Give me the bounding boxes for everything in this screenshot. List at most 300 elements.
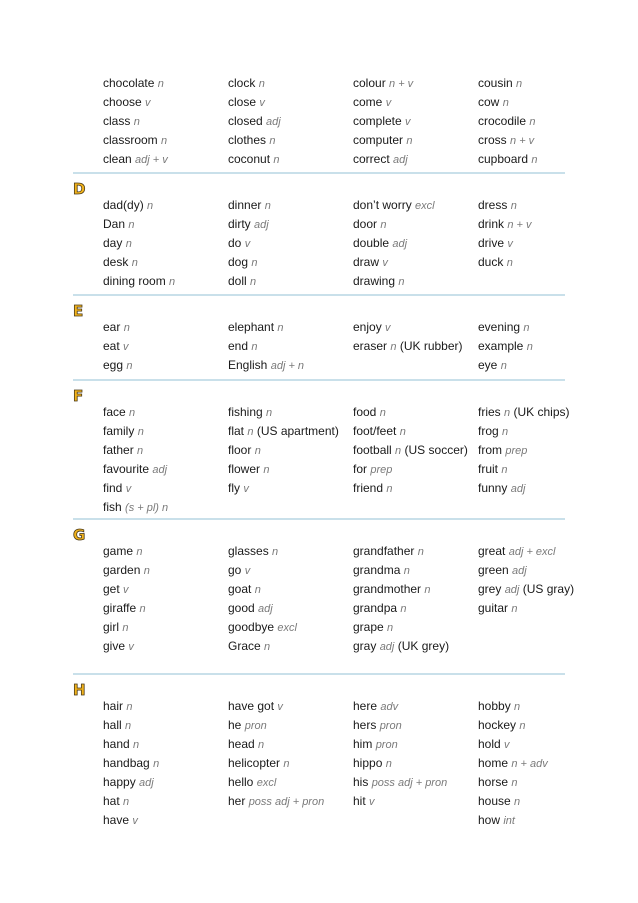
word-entry [103, 718, 221, 733]
word-entry [103, 500, 221, 515]
part-of-speech: n [514, 796, 521, 808]
word-entry [478, 582, 596, 597]
headword: complete [353, 114, 402, 128]
part-of-speech: n [254, 584, 261, 596]
word-entry [478, 481, 596, 496]
part-of-speech: n [153, 758, 160, 770]
part-of-speech: n [143, 565, 150, 577]
part-of-speech: v [125, 483, 132, 495]
headword: example [478, 339, 524, 353]
headword: grey [478, 582, 502, 596]
section-divider [73, 379, 565, 381]
part-of-speech: n [133, 116, 140, 128]
headword: goat [228, 582, 252, 596]
word-entry [478, 236, 596, 251]
headword: classroom [103, 133, 158, 147]
headword: cow [478, 95, 500, 109]
headword: colour [353, 76, 386, 90]
part-of-speech: n [133, 739, 140, 751]
headword: computer [353, 133, 404, 147]
word-entry [103, 198, 221, 213]
part-of-speech: n [269, 135, 276, 147]
headword: find [103, 481, 123, 495]
word-entry [103, 443, 221, 458]
word-entry [228, 443, 346, 458]
part-of-speech: n [126, 360, 133, 372]
headword: girl [103, 620, 120, 634]
headword: don’t worry [353, 198, 412, 212]
headword: give [103, 639, 126, 653]
word-entry [353, 424, 471, 439]
part-of-speech: n [501, 464, 508, 476]
word-entry [478, 217, 596, 232]
word-entry [353, 255, 471, 270]
word-entry [103, 794, 221, 809]
headword: get [103, 582, 120, 596]
headword: fly [228, 481, 240, 495]
headword: fishing [228, 405, 263, 419]
headword: eraser [353, 339, 388, 353]
variant-note: (UK chips) [513, 405, 570, 419]
headword: door [353, 217, 378, 231]
variant-note: (UK rubber) [399, 339, 463, 353]
part-of-speech: n [417, 546, 424, 558]
word-entry [228, 133, 346, 148]
headword: foot/feet [353, 424, 397, 438]
column [353, 76, 471, 171]
variant-note: (US soccer) [404, 443, 468, 457]
part-of-speech: n [502, 426, 509, 438]
headword: eat [103, 339, 120, 353]
part-of-speech: n [424, 584, 431, 596]
headword: his [353, 775, 369, 789]
part-of-speech: v [244, 238, 251, 250]
part-of-speech: n [139, 603, 146, 615]
part-of-speech: n + v [510, 135, 535, 147]
headword: happy [103, 775, 136, 789]
column [228, 76, 346, 171]
column [228, 198, 346, 293]
word-entry [353, 320, 471, 335]
part-of-speech: n [500, 360, 507, 372]
part-of-speech: n + adv [511, 758, 548, 770]
part-of-speech: n [277, 322, 284, 334]
word-entry [228, 462, 346, 477]
word-entry [103, 699, 221, 714]
part-of-speech: v [123, 584, 129, 596]
word-entry [478, 95, 596, 110]
headword: for [353, 462, 368, 476]
word-entry [353, 699, 471, 714]
headword: dining room [103, 274, 166, 288]
variant-note: (US apartment) [256, 424, 339, 438]
word-entry [478, 718, 596, 733]
word-entry [228, 563, 346, 578]
column [478, 320, 596, 377]
part-of-speech: adj [152, 464, 168, 476]
part-of-speech: n [137, 445, 144, 457]
column [103, 76, 221, 171]
word-entry [228, 217, 346, 232]
section-divider [73, 294, 565, 296]
word-entry [353, 443, 471, 458]
part-of-speech: n [395, 445, 402, 457]
part-of-speech: n [251, 341, 258, 353]
section-divider [73, 518, 565, 520]
column [228, 405, 346, 500]
word-entry [353, 756, 471, 771]
word-entry [478, 152, 596, 167]
headword: hat [103, 794, 120, 808]
headword: Dan [103, 217, 126, 231]
headword: cousin [478, 76, 513, 90]
word-entry [103, 756, 221, 771]
headword: floor [228, 443, 252, 457]
part-of-speech: v [504, 739, 510, 751]
part-of-speech: excl [415, 200, 435, 212]
part-of-speech: (s + pl) n [125, 502, 169, 514]
word-entry [353, 794, 471, 809]
part-of-speech: int [503, 815, 515, 827]
headword: dinner [228, 198, 262, 212]
part-of-speech: n [406, 135, 413, 147]
headword: game [103, 544, 134, 558]
word-entry [353, 114, 471, 129]
word-entry [353, 133, 471, 148]
part-of-speech: pron [379, 720, 402, 732]
word-entry [478, 544, 596, 559]
word-entry [103, 133, 221, 148]
part-of-speech: n [506, 257, 513, 269]
headword: him [353, 737, 373, 751]
part-of-speech: n [385, 758, 392, 770]
headword: come [353, 95, 383, 109]
headword: eye [478, 358, 498, 372]
word-entry [228, 544, 346, 559]
part-of-speech: n [380, 219, 387, 231]
headword: house [478, 794, 511, 808]
word-entry [228, 76, 346, 91]
headword: face [103, 405, 126, 419]
column [353, 405, 471, 500]
word-entry [228, 582, 346, 597]
headword: grandma [353, 563, 401, 577]
part-of-speech: poss adj + pron [371, 777, 448, 789]
section-divider [73, 172, 565, 174]
word-entry [228, 320, 346, 335]
headword: grape [353, 620, 384, 634]
word-entry [353, 274, 471, 289]
headword: funny [478, 481, 508, 495]
word-entry [353, 152, 471, 167]
part-of-speech: v [145, 97, 151, 109]
word-entry [228, 152, 346, 167]
column [353, 320, 471, 358]
part-of-speech: n [254, 445, 261, 457]
part-of-speech: n [169, 276, 176, 288]
headword: grandmother [353, 582, 422, 596]
part-of-speech: n [266, 407, 273, 419]
word-entry [353, 217, 471, 232]
part-of-speech: adj + n [270, 360, 305, 372]
headword: favourite [103, 462, 150, 476]
headword: clock [228, 76, 256, 90]
headword: horse [478, 775, 509, 789]
variant-note: (UK grey) [397, 639, 450, 653]
part-of-speech: n [264, 641, 271, 653]
word-entry [228, 236, 346, 251]
word-entry [228, 339, 346, 354]
part-of-speech: v [277, 701, 283, 713]
part-of-speech: pron [244, 720, 267, 732]
headword: hello [228, 775, 254, 789]
word-entry [103, 236, 221, 251]
word-entry [353, 737, 471, 752]
part-of-speech: n [511, 603, 518, 615]
section-letter: F [73, 387, 84, 405]
word-entry [103, 601, 221, 616]
headword: friend [353, 481, 384, 495]
column [353, 544, 471, 658]
part-of-speech: prep [370, 464, 393, 476]
part-of-speech: n [125, 720, 132, 732]
word-entry [103, 481, 221, 496]
headword: drawing [353, 274, 396, 288]
headword: fruit [478, 462, 499, 476]
section-letter: E [73, 302, 84, 320]
headword: chocolate [103, 76, 155, 90]
headword: cross [478, 133, 507, 147]
headword: head [228, 737, 255, 751]
part-of-speech: n [399, 426, 406, 438]
word-entry [478, 563, 596, 578]
part-of-speech: n [504, 407, 511, 419]
word-entry [478, 601, 596, 616]
part-of-speech: poss adj + pron [248, 796, 325, 808]
word-entry [228, 114, 346, 129]
headword: family [103, 424, 135, 438]
part-of-speech: n [157, 78, 164, 90]
word-entry [353, 95, 471, 110]
headword: dirty [228, 217, 251, 231]
part-of-speech: n [123, 796, 130, 808]
part-of-speech: n [514, 701, 521, 713]
word-entry [478, 737, 596, 752]
headword: desk [103, 255, 129, 269]
part-of-speech: n [126, 701, 133, 713]
headword: giraffe [103, 601, 137, 615]
headword: home [478, 756, 509, 770]
word-entry [103, 737, 221, 752]
headword: hippo [353, 756, 383, 770]
headword: helicopter [228, 756, 281, 770]
word-entry [478, 756, 596, 771]
word-entry [478, 424, 596, 439]
headword: clean [103, 152, 132, 166]
part-of-speech: n [264, 200, 271, 212]
word-entry [478, 699, 596, 714]
headword: flower [228, 462, 261, 476]
headword: cupboard [478, 152, 529, 166]
part-of-speech: n + v [507, 219, 532, 231]
word-entry [228, 358, 346, 373]
word-entry [353, 582, 471, 597]
headword: class [103, 114, 131, 128]
word-entry [228, 620, 346, 635]
part-of-speech: n [519, 720, 526, 732]
word-entry [478, 775, 596, 790]
word-entry [103, 544, 221, 559]
column [353, 198, 471, 293]
part-of-speech: n [123, 322, 130, 334]
part-of-speech: n [251, 257, 258, 269]
part-of-speech: n [390, 341, 397, 353]
headword: hair [103, 699, 124, 713]
word-entry [228, 95, 346, 110]
part-of-speech: n [247, 426, 254, 438]
headword: here [353, 699, 378, 713]
word-entry [103, 76, 221, 91]
headword: gray [353, 639, 377, 653]
headword: hall [103, 718, 122, 732]
word-entry [103, 358, 221, 373]
word-entry [103, 639, 221, 654]
headword: coconut [228, 152, 271, 166]
part-of-speech: v [128, 641, 134, 653]
column [103, 544, 221, 658]
headword: handbag [103, 756, 150, 770]
column [103, 320, 221, 377]
part-of-speech: n [272, 546, 279, 558]
headword: glasses [228, 544, 269, 558]
word-entry [228, 601, 346, 616]
word-entry [478, 114, 596, 129]
part-of-speech: adj [504, 584, 520, 596]
part-of-speech: v [369, 796, 375, 808]
part-of-speech: n [523, 322, 530, 334]
word-entry [353, 718, 471, 733]
part-of-speech: n [128, 219, 135, 231]
part-of-speech: adj [510, 483, 526, 495]
part-of-speech: prep [505, 445, 528, 457]
headword: dog [228, 255, 249, 269]
part-of-speech: n [250, 276, 257, 288]
word-entry [228, 737, 346, 752]
headword: evening [478, 320, 521, 334]
word-entry [228, 274, 346, 289]
headword: ear [103, 320, 121, 334]
part-of-speech: n [147, 200, 154, 212]
part-of-speech: v [132, 815, 138, 827]
headword: garden [103, 563, 141, 577]
word-entry [353, 639, 471, 654]
word-entry [478, 794, 596, 809]
word-entry [103, 582, 221, 597]
headword: elephant [228, 320, 275, 334]
headword: father [103, 443, 134, 457]
word-entry [353, 339, 471, 354]
word-entry [478, 462, 596, 477]
word-entry [478, 255, 596, 270]
headword: doll [228, 274, 247, 288]
part-of-speech: n [283, 758, 290, 770]
word-entry [353, 481, 471, 496]
word-entry [103, 405, 221, 420]
word-entry [228, 699, 346, 714]
column [103, 405, 221, 519]
part-of-speech: adj [139, 777, 154, 789]
part-of-speech: v [385, 97, 392, 109]
word-entry [353, 775, 471, 790]
part-of-speech: n [526, 341, 533, 353]
part-of-speech: n [258, 739, 265, 751]
headword: hand [103, 737, 130, 751]
headword: duck [478, 255, 504, 269]
word-entry [478, 443, 596, 458]
part-of-speech: n [263, 464, 270, 476]
headword: draw [353, 255, 380, 269]
column [103, 699, 221, 832]
headword: dad(dy) [103, 198, 144, 212]
headword: how [478, 813, 501, 827]
part-of-speech: adj [392, 238, 408, 250]
word-entry [103, 255, 221, 270]
headword: have [103, 813, 130, 827]
word-entry [228, 255, 346, 270]
word-entry [478, 198, 596, 213]
word-entry [353, 544, 471, 559]
part-of-speech: v [405, 116, 411, 128]
headword: from [478, 443, 502, 457]
word-entry [228, 718, 346, 733]
word-entry [478, 320, 596, 335]
headword: frog [478, 424, 499, 438]
column [228, 544, 346, 658]
part-of-speech: v [259, 97, 265, 109]
word-entry [103, 114, 221, 129]
word-entry [228, 756, 346, 771]
column [103, 198, 221, 293]
headword: English [228, 358, 268, 372]
part-of-speech: adj [254, 219, 269, 231]
column [478, 544, 596, 620]
variant-note: (US gray) [522, 582, 575, 596]
headword: grandfather [353, 544, 415, 558]
headword: enjoy [353, 320, 382, 334]
word-entry [353, 563, 471, 578]
part-of-speech: excl [256, 777, 277, 789]
word-entry [228, 198, 346, 213]
section-divider [73, 673, 565, 675]
headword: go [228, 563, 242, 577]
part-of-speech: v [385, 322, 391, 334]
section-letter: G [73, 526, 86, 544]
column [228, 699, 346, 813]
part-of-speech: n [258, 78, 265, 90]
part-of-speech: n [403, 565, 410, 577]
headword: football [353, 443, 392, 457]
headword: crocodile [478, 114, 527, 128]
headword: hold [478, 737, 501, 751]
word-entry [353, 76, 471, 91]
column [478, 198, 596, 274]
headword: goodbye [228, 620, 275, 634]
headword: clothes [228, 133, 267, 147]
word-entry [103, 339, 221, 354]
word-entry [103, 462, 221, 477]
part-of-speech: v [507, 238, 513, 250]
column [353, 699, 471, 813]
